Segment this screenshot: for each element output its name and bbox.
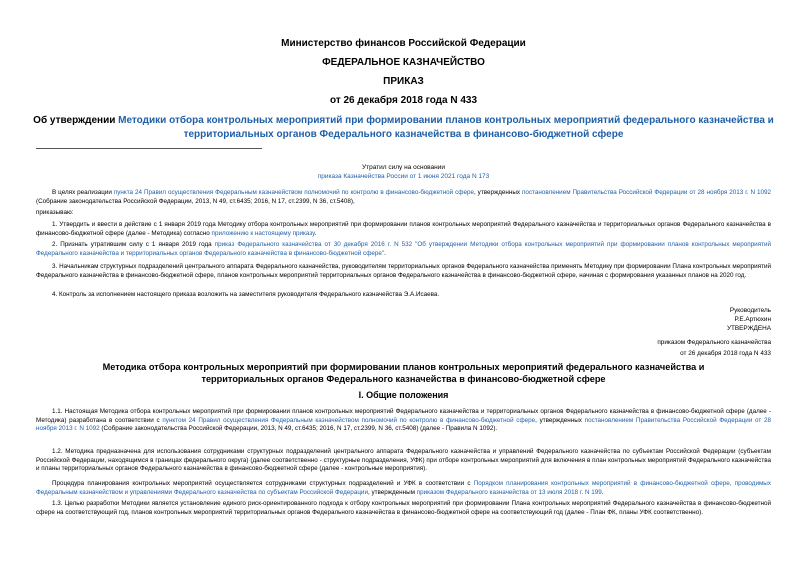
paragraph-1-1 <box>36 408 771 434</box>
item-1 <box>36 221 771 238</box>
lost-force-note: Утратил силу на основании <box>361 164 446 171</box>
paragraph-text: Процедура планирования контрольных мероприятий осуществляется сотрудниками структурных подразделений и УФК в соответствии с <box>52 480 474 487</box>
paragraph-text: 1.1. Настоящая Методика отбора контрольных мероприятий при формировании планов контрольных мероприятий Федерального казначейства и территориальных органов Федерального казначейства в финансово-бюджетной сфере (далее - Методика) разработана в соответствии с <box>36 408 771 424</box>
paragraph-1-2-procedure <box>36 480 771 497</box>
rules-point-24-link[interactable]: пунктом 24 Правил осуществления Федеральным казначейством полномочий по контролю в финансово-бюджетной сфере <box>162 416 536 424</box>
item-2-text: 2. Признать утратившим силу с 1 января 2019 года <box>52 241 215 248</box>
methodology-link[interactable]: Методики отбора контрольных мероприятий при формировании планов контрольных мероприятий федерального казначейства и территориальных органов Федерального казначейства в финансово-бюджетной сфере <box>118 115 774 140</box>
preamble-paragraph <box>36 189 771 206</box>
appendix-link[interactable]: приложению к настоящему приказу <box>211 229 315 237</box>
order-title-prefix: Об утверждении <box>33 115 119 126</box>
prior-order-link[interactable]: приказ Федерального казначейства от 30 декабря 2016 г. N 532 "Об утверждении Методики отбора контрольных мероприятий при формировании планов контрольных мероприятий Федерального казначейства и территориальных органов Федерального казначейства в финансово-бюджетной сфере" <box>36 241 772 257</box>
item-2-end: . <box>384 249 386 257</box>
order-title <box>30 114 777 142</box>
rules-link[interactable]: пункта 24 Правил осуществления Федеральным казначейством полномочий по контролю в финансово-бюджетной сфере <box>113 189 474 196</box>
item-2 <box>36 241 771 258</box>
lost-force-link[interactable]: приказа Казначейства России от 1 июня 2021 года N 173 <box>317 173 490 180</box>
order-date-number: от 26 декабря 2018 года N 433 <box>329 95 478 106</box>
signature-name: Р.Е.Артюхин <box>734 316 771 323</box>
methodology-title: Методика отбора контрольных мероприятий при формировании планов контрольных мероприятий федерального казначейства и территориальных органов Федерального казначейства в финансово-бюджетной сфере <box>102 362 705 384</box>
item-4: 4. Контроль за исполнением настоящего приказа возложить на заместителя руководителя Федерального казначейства Э.А.Исаева. <box>52 291 440 298</box>
paragraph-text: , утвержденным <box>367 488 417 496</box>
paragraph-1-2: 1.2. Методика предназначена для использования сотрудниками структурных подразделений центрального аппарата Федерального казначейства и управлений Федерального казначейства по субъектам Российской Федерации (субъектам Российской Федерации, находящимся в границах федерального округа) (далее соответственно - структурные подразделения, УФК) при отборе контрольных мероприятий для включения в план контрольных мероприятий Федерального казначейства и планы территориальных органов Федерального казначейства в финансово-бюджетной сфере (далее - контрольные мероприятия). <box>36 448 771 473</box>
order-199-link[interactable]: приказом Федерального казначейства от 13 июля 2018 г. N 199 <box>416 488 602 496</box>
signature-role: Руководитель <box>729 307 771 314</box>
ministry-heading: Министерство финансов Российской Федерации <box>281 38 526 49</box>
preamble-text: (Собрание законодательства Российской Федерации, 2013, N 49, ст.6435; 2016, N 17, ст.2399, N 36, ст.5408), <box>36 197 355 205</box>
approved-label: УТВЕРЖДЕНА <box>726 325 771 332</box>
preamble-text: , утвержденных <box>473 189 522 196</box>
government-decree-link[interactable]: постановлением Правительства Российской Федерации от 28 ноября 2013 г. N 1092 <box>521 189 772 196</box>
government-decree-link-2[interactable]: постановлением Правительства Российской Федерации от 28 ноября 2013 г. N 1092 <box>36 416 772 433</box>
item-1-end: . <box>314 229 317 237</box>
planning-procedure-link[interactable]: Порядком планирования контрольных мероприятий в финансово-бюджетной сфере, проводимых Федеральным казначейством и управлениями Федерального казначейства по субъектам Российской Федерации <box>36 480 771 496</box>
divider <box>36 148 262 149</box>
paragraph-text: , утвержденных <box>535 416 585 424</box>
item-3: 3. Начальникам структурных подразделений центрального аппарата Федерального казначейства, руководителям территориальных органов Федерального казначейства применять Методику при формировании Плана контрольных мероприятий Федерального казначейства в финансово-бюджетной сфере, планов контрольных мероприятий территориальных органов Федерального казначейства в финансово-бюджетной сфере, начиная с формирования указанных планов на 2020 год. <box>36 263 771 279</box>
paragraph-text: . <box>601 488 604 496</box>
doc-type-heading: ПРИКАЗ <box>383 76 424 87</box>
paragraph-text: (Собрание законодательства Российской Федерации, 2013, N 49, ст.6435; 2016, N 17, ст.2399, N 36, ст.5408) (далее - Правила N 1092). <box>99 425 498 433</box>
paragraph-1-3: 1.3. Целью разработки Методики является установление единого риск-ориентированного подхода к отбору контрольных мероприятий при формировании Плана контрольных мероприятий Федерального казначейства в финансово-бюджетной сфере на соответствующий год, планов контрольных мероприятий территориальных органов Федерального казначейства в финансово-бюджетной сфере на соответствующий год (далее - План ФК, планы УФК соответственно). <box>36 500 771 516</box>
item-1-text: 1. Утвердить и ввести в действие с 1 января 2019 года Методику отбора контрольных мероприятий при формировании планов контрольных мероприятий Федерального казначейства и территориальных органов Федерального казначейства в финансово-бюджетной сфере (далее - Методика) согласно <box>36 221 771 237</box>
approved-order-date: от 26 декабря 2018 года N 433 <box>680 350 771 357</box>
section-1-heading: I. Общие положения <box>358 390 449 400</box>
order-word: приказываю: <box>36 209 74 216</box>
approved-by-order: приказом Федерального казначейства <box>657 339 771 346</box>
preamble-text: В целях реализации <box>52 189 114 196</box>
agency-heading: ФЕДЕРАЛЬНОЕ КАЗНАЧЕЙСТВО <box>322 57 485 68</box>
